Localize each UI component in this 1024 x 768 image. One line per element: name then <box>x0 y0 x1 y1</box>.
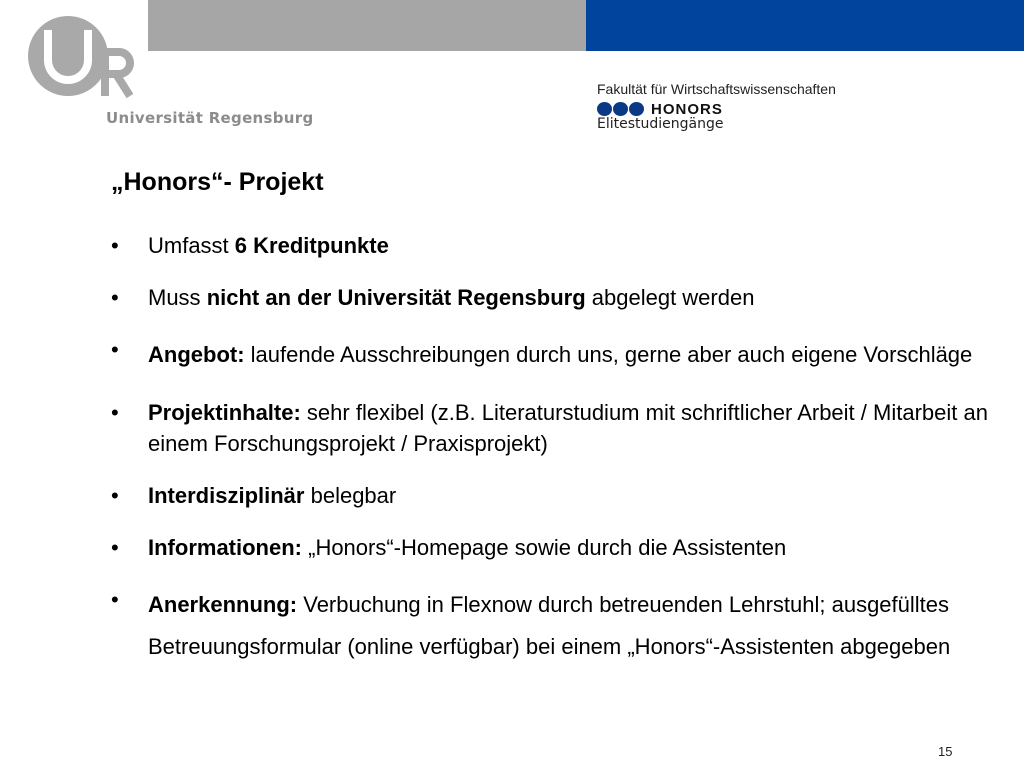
dot-icon <box>613 102 628 116</box>
bullet-item <box>111 282 1001 313</box>
bullet-item <box>111 584 1001 668</box>
page-number: 15 <box>938 744 953 759</box>
bullet-item <box>111 230 1001 261</box>
bullet-text-bold: Angebot: <box>148 342 245 367</box>
bullet-text-post: „Honors“-Homepage sowie durch die Assistenten <box>302 535 787 560</box>
bullet-text-bold: Anerkennung: <box>148 592 298 617</box>
bullet-text-post: sehr flexibel (z.B. Literaturstudium mit schriftlicher Arbeit / Mitarbeit an einem Forschungsprojekt / Praxisprojekt) <box>148 400 988 456</box>
bullet-text-pre: Umfasst <box>148 233 235 258</box>
bullet-marker: • <box>111 535 119 560</box>
bullet-text-pre: Muss <box>148 285 207 310</box>
bullet-marker: • <box>111 337 119 362</box>
bullet-text-bold: 6 Kreditpunkte <box>234 233 389 258</box>
bullet-text-bold: Projektinhalte: <box>148 400 301 425</box>
slide-title: „Honors“- Projekt <box>111 168 324 196</box>
bullet-text-bold: nicht an der Universität Regensburg <box>206 285 586 310</box>
bullet-item <box>111 334 1001 376</box>
bullet-item <box>111 480 1001 511</box>
elite-subtitle: Elitestudiengänge <box>597 116 724 132</box>
university-name: Universität Regensburg <box>106 109 314 127</box>
bullet-list <box>111 230 1001 689</box>
bullet-text-post: belegbar <box>304 483 397 508</box>
bullet-marker: • <box>111 233 119 258</box>
bullet-text-post: abgelegt werden <box>585 285 755 310</box>
bullet-marker: • <box>111 483 119 508</box>
bullet-marker: • <box>111 285 119 310</box>
bullet-text-bold: Informationen: <box>148 535 302 560</box>
bullet-text-post: laufende Ausschreibungen durch uns, gerne aber auch eigene Vorschläge <box>244 342 973 367</box>
bullet-text-bold: Interdisziplinär <box>148 483 305 508</box>
dot-icon <box>629 102 644 116</box>
bullet-marker: • <box>111 587 119 612</box>
bullet-text-post: Verbuchung in Flexnow durch betreuenden Lehrstuhl; ausgefülltes Betreuungsformular (online verfügbar) bei einem „Honors“-Assistenten abgegeben <box>148 592 951 659</box>
dot-icon <box>597 102 612 116</box>
faculty-name: Fakultät für Wirtschaftswissenschaften <box>597 81 836 97</box>
honors-wordmark: HONORS <box>651 100 723 118</box>
bullet-item <box>111 397 1001 459</box>
bullet-item <box>111 532 1001 563</box>
bullet-marker: • <box>111 400 119 425</box>
header-blue-bar <box>586 0 1024 51</box>
